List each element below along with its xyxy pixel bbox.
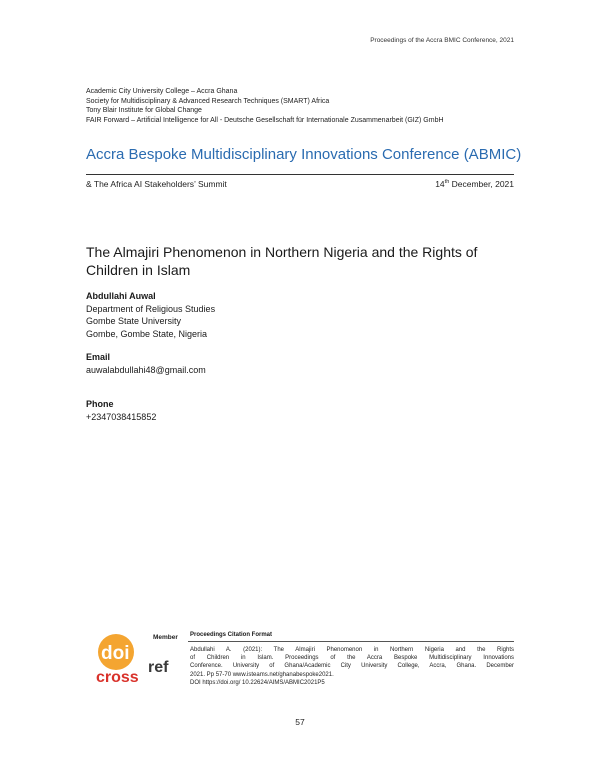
author-university: Gombe State University	[86, 316, 182, 326]
citation-text	[190, 646, 514, 687]
crossref-ref-text: ref	[148, 659, 169, 676]
phone-block	[86, 398, 156, 423]
citation-heading: Proceedings Citation Format	[190, 632, 273, 638]
date-suffix: th	[444, 179, 450, 186]
author-department: Department of Religious Studies	[86, 303, 216, 314]
page-number: 57	[295, 717, 305, 727]
citation-doi[interactable]: DOI https://doi.org/ 10.22624/AIMS/ABMIC2021P5	[190, 679, 325, 686]
citation-line: Conference. University of Ghana/Academic City University College, Accra, Ghana. December	[190, 663, 514, 670]
conference-subtitle: & The Africa AI Stakeholders’ Summit	[86, 179, 227, 189]
affiliation-line: Tony Blair Institute for Global Change	[86, 107, 202, 115]
citation-line: of Children in Islam. Proceedings of the Accra Bespoke Multidisciplinary Innovations	[190, 655, 514, 662]
header-divider	[86, 174, 514, 175]
author-name: Abdullahi Auwal	[86, 291, 156, 301]
affiliation-line: Academic City University College – Accra Ghana	[86, 88, 238, 95]
conference-date	[435, 179, 514, 189]
conference-title: Accra Bespoke Multidisciplinary Innovations Conference (ABMIC)	[86, 146, 522, 163]
phone-number: +2347038415852	[86, 411, 157, 422]
paper-title: The Almajiri Phenomenon in Northern Nigeria and the Rights of Children in Islam	[86, 244, 478, 278]
date-rest: December, 2021	[449, 179, 514, 189]
affiliation-line: Society for Multidisciplinary & Advanced Research Techniques (SMART) Africa	[86, 97, 330, 105]
citation-divider	[188, 641, 514, 642]
date-day: 14	[435, 179, 445, 189]
email-block	[86, 351, 206, 376]
email-address[interactable]: auwalabdullahi48@gmail.com	[86, 364, 206, 375]
affiliations	[86, 87, 444, 125]
email-label: Email	[86, 352, 111, 362]
phone-label: Phone	[86, 399, 114, 409]
citation-line: Abdullahi A. (2021): The Almajiri Phenomenon in Northern Nigeria and the Rights	[190, 647, 514, 653]
affiliation-line: FAIR Forward – Artificial Intelligence for All - Deutsche Gesellschaft für Internationale Zusammenarbeit (GIZ) GmbH	[86, 116, 444, 124]
author-block	[86, 290, 215, 340]
doi-text: doi	[101, 643, 130, 664]
citation-line: 2021. Pp 57-70 www.isteams.net/ghanabespoke2021.	[190, 671, 334, 678]
running-head: Proceedings of the Accra BMIC Conference, 2021	[370, 37, 514, 44]
author-location: Gombe, Gombe State, Nigeria	[86, 328, 208, 339]
member-label: Member	[153, 634, 178, 641]
crossref-cross-text: cross	[96, 669, 139, 686]
